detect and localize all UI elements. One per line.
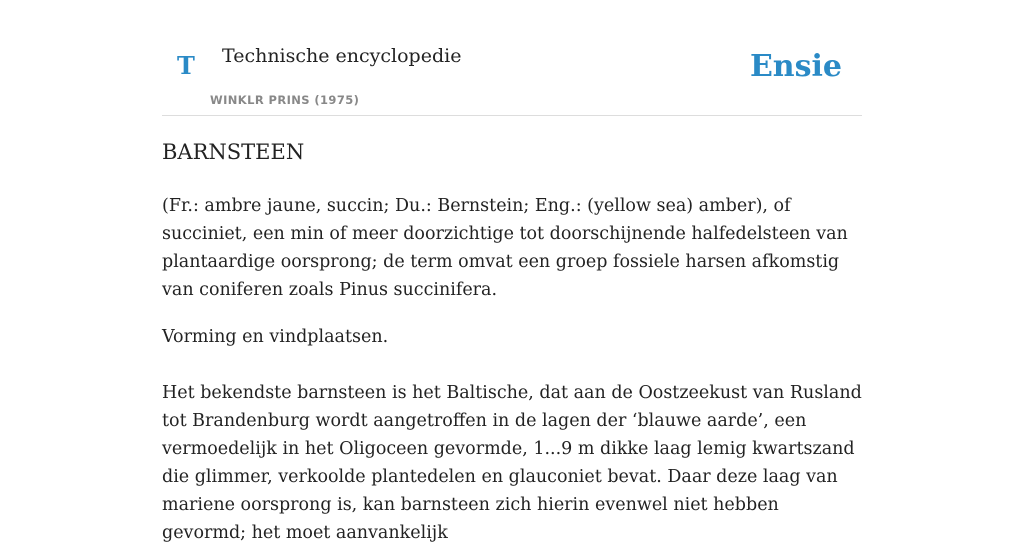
entry-section-heading: Vorming en vindplaatsen.: [162, 327, 389, 347]
book-subtitle: WINKLR PRINS (1975): [210, 93, 360, 107]
entry-header: [162, 0, 862, 116]
book-title-link[interactable]: Technische encyclopedie: [222, 45, 462, 67]
entry-title: BARNSTEEN: [162, 140, 305, 164]
entry-paragraph: Het bekendste barnsteen is het Baltische, dat aan de Oostzeekust van Rusland tot Brandenburg wordt aangetroffen in de lagen der ‘blauwe aarde’, een vermoedelijk in het Oligoceen gevormde, 1...9 m dikke laag lemig kwartszand die glimmer, verkoolde plantedelen en glauconiet bevat. Daar deze laag van mariene oorsprong is, kan barnsteen zich hierin evenwel niet hebben gevormd; het moet aanvankelijk: [162, 383, 862, 543]
ensie-brand-logo[interactable]: Ensie: [749, 49, 842, 84]
entry-paragraph: (Fr.: ambre jaune, succin; Du.: Bernstein; Eng.: (yellow sea) amber), of succiniet, een min of meer doorzichtige tot doorschijnende halfedelsteen van plantaardige oorsprong; de term omvat een groep fossiele harsen afkomstig van coniferen zoals Pinus succinifera.: [162, 196, 848, 300]
book-logo-icon[interactable]: T: [177, 51, 195, 80]
page-container: [162, 0, 862, 543]
